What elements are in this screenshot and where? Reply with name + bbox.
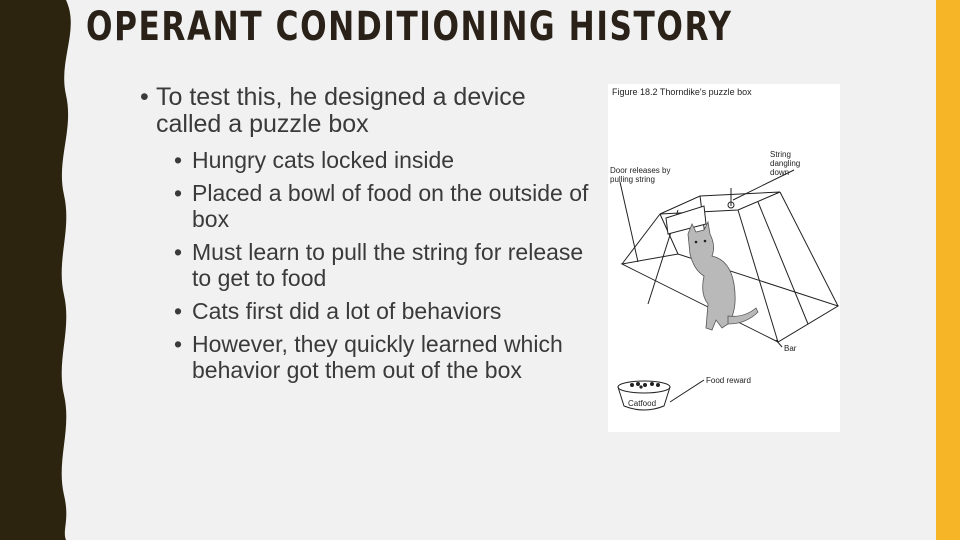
slide-title: OPERANT CONDITIONING HISTORY (86, 4, 733, 50)
string-label: String dangling down (770, 150, 801, 177)
sub-bullet-text: Placed a bowl of food on the outside of box (192, 180, 589, 232)
sub-bullet-text: Must learn to pull the string for release to get to food (192, 239, 584, 291)
sub-bullet-item (174, 331, 590, 383)
food-label: Food reward (706, 376, 751, 385)
sub-bullet-item (174, 147, 590, 173)
figure-caption: Figure 18.2 Thorndike's puzzle box (612, 87, 752, 97)
sub-bullet-text: Cats first did a lot of behaviors (192, 298, 502, 324)
right-accent-bar (936, 0, 960, 540)
bullet-icon: • (174, 298, 183, 324)
bullet-icon: • (140, 83, 149, 111)
sub-bullet-item (174, 298, 590, 324)
bullet-icon: • (174, 331, 183, 357)
sub-bullet-text: However, they quickly learned which behavior got them out of the box (192, 331, 563, 383)
main-bullet (140, 84, 590, 138)
left-decorative-border (0, 0, 80, 540)
main-bullet-text: To test this, he designed a device called a puzzle box (156, 83, 526, 138)
door-label: Door releases by pulling string (610, 166, 671, 184)
body-text (140, 84, 590, 383)
sub-bullet-item (174, 180, 590, 232)
puzzle-box-figure (608, 84, 840, 432)
sub-bullet-item (174, 239, 590, 291)
bullet-icon: • (174, 147, 183, 173)
bowl-label: Catfood (628, 399, 657, 408)
bar-label: Bar (784, 344, 797, 353)
sub-bullet-list (140, 147, 590, 383)
puzzle-box-drawing (608, 84, 840, 432)
bullet-icon: • (174, 239, 183, 265)
bullet-icon: • (174, 180, 183, 206)
cat-icon (688, 222, 758, 330)
sub-bullet-text: Hungry cats locked inside (192, 147, 455, 173)
